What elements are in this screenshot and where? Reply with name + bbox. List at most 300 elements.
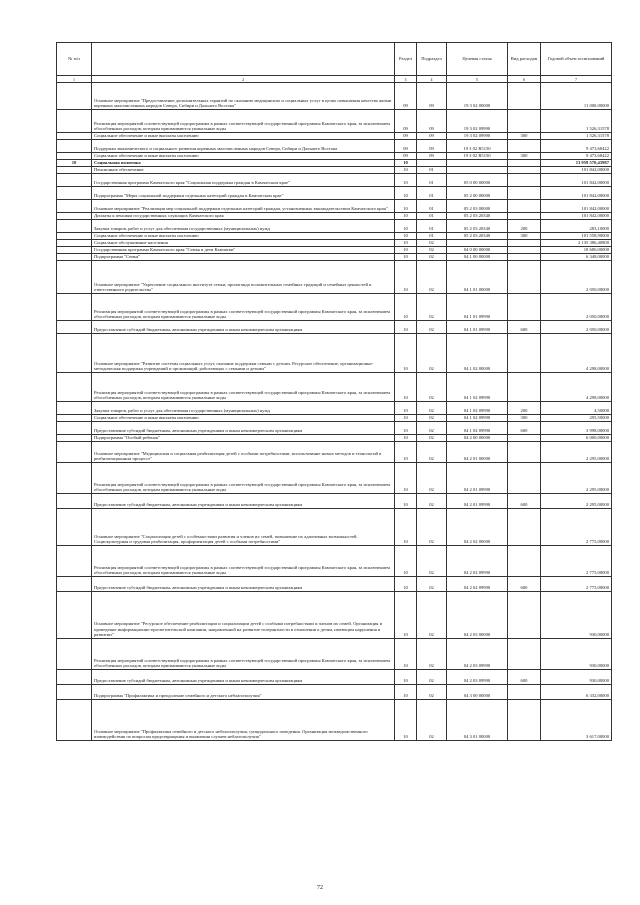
row-expense-type xyxy=(508,334,541,373)
row-subsection xyxy=(417,160,447,167)
row-amount: 2 775,00000 xyxy=(541,546,612,577)
row-subsection: 02 xyxy=(417,670,447,685)
row-section: 10 xyxy=(395,334,417,373)
row-name: Подпрограмма "Профилактика и преодоление семейного и детского неблагополучия" xyxy=(92,685,395,700)
row-target-article: 04 1 02 09990 xyxy=(447,422,508,435)
row-expense-type: 300 xyxy=(508,233,541,240)
row-target-article: 04 2 03 09990 xyxy=(447,670,508,685)
header-number: № п/п xyxy=(57,43,92,76)
row-section: 10 xyxy=(395,233,417,240)
row-target-article: 05 2 00 00000 xyxy=(447,187,508,200)
page-number: 72 xyxy=(317,885,323,891)
table-row xyxy=(57,220,612,233)
header-row xyxy=(57,43,612,76)
row-name: Основное мероприятие "Медицинская и социальная реабилитация детей с особыми потребностями, использование новых методов и технологий в реабилитационном процессе" xyxy=(92,442,395,463)
row-expense-type xyxy=(508,639,541,670)
row-name: Поддержка экономического и социального развития коренных малочисленных народов Севера, Сибири и Дальнего Востока xyxy=(92,140,395,153)
row-section: 09 xyxy=(395,140,417,153)
row-section: 10 xyxy=(395,160,417,167)
row-number xyxy=(57,670,92,685)
col-num-2: 2 xyxy=(92,76,395,83)
row-number xyxy=(57,373,92,402)
table-row xyxy=(57,140,612,153)
row-section: 10 xyxy=(395,422,417,435)
row-number xyxy=(57,546,92,577)
row-expense-type xyxy=(508,240,541,247)
row-section: 10 xyxy=(395,402,417,415)
row-subsection: 02 xyxy=(417,240,447,247)
row-amount: 101 842,00000 xyxy=(541,167,612,174)
row-section: 10 xyxy=(395,261,417,294)
row-section: 10 xyxy=(395,174,417,187)
row-section: 10 xyxy=(395,167,417,174)
row-amount: 9 473,68422 xyxy=(541,140,612,153)
row-amount: 2 050,00000 xyxy=(541,261,612,294)
row-target-article xyxy=(447,167,508,174)
row-subsection: 02 xyxy=(417,494,447,509)
row-name: Социальное обеспечение и иные выплаты населению xyxy=(92,133,395,140)
row-amount: 3 617,00000 xyxy=(541,700,612,741)
col-num-6: 6 xyxy=(508,76,541,83)
row-subsection: 02 xyxy=(417,700,447,741)
table-row xyxy=(57,200,612,213)
table-row xyxy=(57,577,612,592)
row-section: 10 xyxy=(395,685,417,700)
row-subsection: 02 xyxy=(417,422,447,435)
table-row xyxy=(57,509,612,546)
row-subsection: 02 xyxy=(417,435,447,442)
row-amount: 6 000,00000 xyxy=(541,435,612,442)
row-expense-type: 600 xyxy=(508,321,541,334)
row-number xyxy=(57,83,92,110)
header-subsection: Подраздел xyxy=(417,43,447,76)
row-section: 10 xyxy=(395,442,417,463)
row-subsection: 02 xyxy=(417,546,447,577)
col-num-1: 1 xyxy=(57,76,92,83)
row-number xyxy=(57,240,92,247)
row-name: Основное мероприятие "Социализация детей с особенностями развития и членов их семей, повышение их адаптивных возможностей. Социокультурная и трудовая реабилитация, профориентация детей с особыми потребностями" xyxy=(92,509,395,546)
row-amount: 2 135 386,40800 xyxy=(541,240,612,247)
header-target-article: Целевая статья xyxy=(447,43,508,76)
row-expense-type xyxy=(508,546,541,577)
row-name: Социальное обслуживание населения xyxy=(92,240,395,247)
row-number xyxy=(57,639,92,670)
row-amount: 1 526,31578 xyxy=(541,110,612,133)
row-amount: 930,00000 xyxy=(541,639,612,670)
row-section: 10 xyxy=(395,546,417,577)
row-target-article: 04 1 01 09990 xyxy=(447,294,508,321)
row-name: Реализация мероприятий соответствующей подпрограммы в рамках соответствующей государственной программы Камчатского края, за исключением обособленных расходов, которым присваиваются уникальные коды xyxy=(92,373,395,402)
row-number: 10 xyxy=(57,160,92,167)
row-amount: 2 295,00000 xyxy=(541,494,612,509)
row-subsection: 02 xyxy=(417,334,447,373)
row-section: 10 xyxy=(395,254,417,261)
row-target-article: 04 1 02 00000 xyxy=(447,334,508,373)
row-section: 10 xyxy=(395,639,417,670)
row-target-article: 19 3 02 09990 xyxy=(447,133,508,140)
table-row xyxy=(57,321,612,334)
row-amount: 101 842,00000 xyxy=(541,213,612,220)
row-expense-type xyxy=(508,435,541,442)
table-row xyxy=(57,463,612,494)
row-expense-type xyxy=(508,167,541,174)
row-target-article: 19 3 02 00000 xyxy=(447,83,508,110)
row-amount: 101 842,00000 xyxy=(541,200,612,213)
row-number xyxy=(57,213,92,220)
row-amount: 4,50000 xyxy=(541,402,612,415)
row-section: 10 xyxy=(395,373,417,402)
table-row xyxy=(57,167,612,174)
table-row xyxy=(57,685,612,700)
table-row xyxy=(57,592,612,639)
row-expense-type xyxy=(508,247,541,254)
row-number xyxy=(57,442,92,463)
col-num-7: 7 xyxy=(541,76,612,83)
row-target-article: 19 3 02 09990 xyxy=(447,110,508,133)
row-number xyxy=(57,592,92,639)
budget-table xyxy=(56,42,612,741)
row-section: 10 xyxy=(395,220,417,233)
row-subsection: 01 xyxy=(417,213,447,220)
table-row xyxy=(57,373,612,402)
row-target-article: 19 3 02 R5150 xyxy=(447,153,508,160)
table-row xyxy=(57,415,612,422)
row-amount: 4 298,00000 xyxy=(541,334,612,373)
row-subsection: 02 xyxy=(417,463,447,494)
row-expense-type: 200 xyxy=(508,402,541,415)
row-expense-type xyxy=(508,160,541,167)
table-row xyxy=(57,294,612,321)
row-expense-type xyxy=(508,187,541,200)
row-number xyxy=(57,402,92,415)
col-num-4: 4 xyxy=(417,76,447,83)
row-expense-type xyxy=(508,254,541,261)
row-section: 10 xyxy=(395,463,417,494)
row-target-article: 05 2 03 00000 xyxy=(447,200,508,213)
table-row xyxy=(57,240,612,247)
row-number xyxy=(57,254,92,261)
row-name: Основное мероприятие "Предоставление дополнительных гарантий по оказанию медицинских и социальных услуг в целях повышения качества жизни коренных малочисленных народов Севера, Сибири и Дальнего Востока" xyxy=(92,83,395,110)
row-number xyxy=(57,435,92,442)
table-row xyxy=(57,160,612,167)
row-target-article: 05 2 03 20340 xyxy=(447,233,508,240)
row-subsection: 02 xyxy=(417,577,447,592)
row-subsection: 02 xyxy=(417,509,447,546)
row-section: 10 xyxy=(395,509,417,546)
row-subsection: 02 xyxy=(417,247,447,254)
table-row xyxy=(57,174,612,187)
row-number xyxy=(57,110,92,133)
row-section: 10 xyxy=(395,435,417,442)
row-expense-type xyxy=(508,174,541,187)
row-number xyxy=(57,220,92,233)
row-name: Предоставление субсидий бюджетным, автономным учреждениям и иным некоммерческим организациям xyxy=(92,321,395,334)
row-target-article: 04 1 01 00000 xyxy=(447,261,508,294)
row-name: Основное мероприятие "Укрепление социального института семьи, пропаганда положительных семейных традиций и семейных ценностей и ответственного родительства" xyxy=(92,261,395,294)
table-body xyxy=(57,83,612,741)
row-expense-type xyxy=(508,463,541,494)
row-subsection: 09 xyxy=(417,110,447,133)
row-name: Основное мероприятие "Развитие системы социальных услуг, оказание поддержки семьям с детьми. Ресурсное обеспечение, организационно-методическая поддержка учреждений и организаций, работающих с семьями и детьми" xyxy=(92,334,395,373)
row-name: Закупка товаров, работ и услуг для обеспечения государственных (муниципальных) нужд xyxy=(92,220,395,233)
header-expense-type: Вид расходов xyxy=(508,43,541,76)
table-row xyxy=(57,546,612,577)
row-section: 10 xyxy=(395,700,417,741)
row-target-article: 04 1 02 09990 xyxy=(447,415,508,422)
row-amount: 6 332,00000 xyxy=(541,685,612,700)
row-number xyxy=(57,422,92,435)
row-subsection: 02 xyxy=(417,373,447,402)
table-row xyxy=(57,153,612,160)
table-row xyxy=(57,254,612,261)
row-subsection: 01 xyxy=(417,200,447,213)
row-target-article: 04 0 00 00000 xyxy=(447,247,508,254)
row-name: Социальное обеспечение и иные выплаты населению xyxy=(92,415,395,422)
table-row xyxy=(57,639,612,670)
table-row xyxy=(57,670,612,685)
row-section: 10 xyxy=(395,294,417,321)
row-name: Реализация мероприятий соответствующей подпрограммы в рамках соответствующей государственной программы Камчатского края, за исключением обособленных расходов, которым присваиваются уникальные коды xyxy=(92,463,395,494)
row-name: Основное мероприятие "Реализация мер социальной поддержки отдельных категорий граждан, установленных законодательством Камчатского края" xyxy=(92,200,395,213)
row-subsection: 02 xyxy=(417,261,447,294)
table-row xyxy=(57,261,612,294)
row-subsection: 02 xyxy=(417,294,447,321)
row-number xyxy=(57,685,92,700)
row-target-article: 04 2 02 00000 xyxy=(447,509,508,546)
row-expense-type xyxy=(508,509,541,546)
row-subsection: 02 xyxy=(417,402,447,415)
row-name: Доплаты к пенсиям государственных служащих Камчатского края xyxy=(92,213,395,220)
row-subsection: 09 xyxy=(417,153,447,160)
row-subsection: 01 xyxy=(417,233,447,240)
header-name xyxy=(92,43,395,76)
row-expense-type: 600 xyxy=(508,422,541,435)
table-row xyxy=(57,494,612,509)
row-name: Пенсионное обеспечение xyxy=(92,167,395,174)
table-row xyxy=(57,133,612,140)
table-row xyxy=(57,402,612,415)
row-number xyxy=(57,700,92,741)
row-section: 10 xyxy=(395,494,417,509)
row-expense-type: 300 xyxy=(508,153,541,160)
row-amount: 295,50000 xyxy=(541,415,612,422)
row-target-article xyxy=(447,240,508,247)
row-number xyxy=(57,415,92,422)
row-section: 10 xyxy=(395,415,417,422)
table-row xyxy=(57,422,612,435)
row-name: Основное мероприятие "Профилактика семейного и детского неблагополучия, суицидального поведения. Организация межведомственного взаимодействия по вопросам предотвращения и выявления случаев неблагополучия" xyxy=(92,700,395,741)
row-name: Государственная программа Камчатского края "Семья и дети Камчатки" xyxy=(92,247,395,254)
column-number-row xyxy=(57,76,612,83)
row-name: Подпрограмма "Меры социальной поддержки отдельных категорий граждан в Камчатском крае" xyxy=(92,187,395,200)
row-number xyxy=(57,187,92,200)
row-number xyxy=(57,200,92,213)
row-name: Социальное обеспечение и иные выплаты населению xyxy=(92,153,395,160)
row-subsection: 02 xyxy=(417,442,447,463)
row-subsection: 02 xyxy=(417,592,447,639)
row-target-article: 04 2 02 09990 xyxy=(447,577,508,592)
row-name: Предоставление субсидий бюджетным, автономным учреждениям и иным некоммерческим организациям xyxy=(92,422,395,435)
row-expense-type: 600 xyxy=(508,670,541,685)
row-amount: 13 959 570,43987 xyxy=(541,160,612,167)
row-target-article: 04 2 03 00000 xyxy=(447,592,508,639)
row-name: Реализация мероприятий соответствующей подпрограммы в рамках соответствующей государственной программы Камчатского края, за исключением обособленных расходов, которым присваиваются уникальные коды xyxy=(92,546,395,577)
row-subsection: 02 xyxy=(417,254,447,261)
row-section: 10 xyxy=(395,240,417,247)
row-name: Подпрограмма "Особый ребенок" xyxy=(92,435,395,442)
row-subsection: 02 xyxy=(417,639,447,670)
row-section: 09 xyxy=(395,83,417,110)
row-subsection: 01 xyxy=(417,167,447,174)
header-section: Раздел xyxy=(395,43,417,76)
row-expense-type: 600 xyxy=(508,494,541,509)
row-number xyxy=(57,463,92,494)
row-expense-type xyxy=(508,700,541,741)
row-subsection: 02 xyxy=(417,685,447,700)
row-section: 09 xyxy=(395,153,417,160)
row-number xyxy=(57,261,92,294)
table-row xyxy=(57,700,612,741)
row-expense-type xyxy=(508,261,541,294)
row-target-article: 04 2 01 00000 xyxy=(447,442,508,463)
row-expense-type xyxy=(508,83,541,110)
row-section: 10 xyxy=(395,187,417,200)
row-target-article: 04 1 00 00000 xyxy=(447,254,508,261)
row-amount: 2 295,00000 xyxy=(541,463,612,494)
row-target-article: 05 2 03 20340 xyxy=(447,213,508,220)
row-amount: 18 680,00000 xyxy=(541,247,612,254)
row-section: 10 xyxy=(395,321,417,334)
header-annual-amount: Годовой объем ассигнований xyxy=(541,43,612,76)
row-target-article: 05 0 00 00000 xyxy=(447,174,508,187)
row-name: Подпрограмма "Семья" xyxy=(92,254,395,261)
row-name: Предоставление субсидий бюджетным, автономным учреждениям и иным некоммерческим организациям xyxy=(92,577,395,592)
row-amount: 2 775,00000 xyxy=(541,509,612,546)
row-subsection: 01 xyxy=(417,174,447,187)
row-amount: 930,00000 xyxy=(541,592,612,639)
col-num-5: 5 xyxy=(447,76,508,83)
row-amount: 2 050,00000 xyxy=(541,321,612,334)
table-row xyxy=(57,435,612,442)
row-subsection: 09 xyxy=(417,83,447,110)
row-name: Социальное обеспечение и иные выплаты населению xyxy=(92,233,395,240)
row-number xyxy=(57,321,92,334)
row-name: Основное мероприятие "Ресурсное обеспечение реабилитации и социализации детей с особыми потребностями и членов их семей. Организация и проведение информационно-просветительской кампании, направленной на развитие толерантности в отношении к детям, имеющим нарушения в развитии" xyxy=(92,592,395,639)
row-expense-type xyxy=(508,373,541,402)
row-expense-type: 600 xyxy=(508,577,541,592)
row-target-article: 04 1 02 09990 xyxy=(447,373,508,402)
row-number xyxy=(57,577,92,592)
col-num-3: 3 xyxy=(395,76,417,83)
row-expense-type xyxy=(508,213,541,220)
row-amount: 2 295,00000 xyxy=(541,442,612,463)
table-row xyxy=(57,83,612,110)
row-amount: 1 526,31578 xyxy=(541,133,612,140)
row-number xyxy=(57,133,92,140)
row-target-article: 19 3 02 R5150 xyxy=(447,140,508,153)
row-amount: 2 050,00000 xyxy=(541,294,612,321)
row-number xyxy=(57,153,92,160)
row-amount: 6 348,00000 xyxy=(541,254,612,261)
row-amount: 4 298,00000 xyxy=(541,373,612,402)
row-amount: 930,00000 xyxy=(541,670,612,685)
row-name: Предоставление субсидий бюджетным, автономным учреждениям и иным некоммерческим организациям xyxy=(92,494,395,509)
row-expense-type xyxy=(508,294,541,321)
row-name: Закупка товаров, работ и услуг для обеспечения государственных (муниципальных) нужд xyxy=(92,402,395,415)
row-subsection: 09 xyxy=(417,140,447,153)
row-expense-type xyxy=(508,200,541,213)
row-amount: 11 000,00000 xyxy=(541,83,612,110)
row-expense-type xyxy=(508,442,541,463)
row-name: Предоставление субсидий бюджетным, автономным учреждениям и иным некоммерческим организациям xyxy=(92,670,395,685)
row-section: 09 xyxy=(395,110,417,133)
row-section: 10 xyxy=(395,592,417,639)
row-number xyxy=(57,174,92,187)
row-subsection: 01 xyxy=(417,220,447,233)
row-target-article: 04 2 00 00000 xyxy=(447,435,508,442)
row-target-article: 04 2 03 09990 xyxy=(447,639,508,670)
row-name: Реализация мероприятий соответствующей подпрограммы в рамках соответствующей государственной программы Камчатского края, за исключением обособленных расходов, которым присваиваются уникальные коды xyxy=(92,639,395,670)
row-expense-type: 300 xyxy=(508,415,541,422)
table-row xyxy=(57,233,612,240)
row-amount: 3 998,00000 xyxy=(541,422,612,435)
row-number xyxy=(57,247,92,254)
row-number xyxy=(57,167,92,174)
row-name: Социальная политика xyxy=(92,160,395,167)
row-number xyxy=(57,140,92,153)
row-section: 10 xyxy=(395,200,417,213)
row-section: 10 xyxy=(395,577,417,592)
row-number xyxy=(57,294,92,321)
row-section: 10 xyxy=(395,670,417,685)
row-amount: 101 558,90000 xyxy=(541,233,612,240)
table-row xyxy=(57,334,612,373)
row-amount: 101 842,00000 xyxy=(541,187,612,200)
row-target-article: 04 2 02 09990 xyxy=(447,546,508,577)
row-section: 10 xyxy=(395,247,417,254)
row-amount: 9 473,68422 xyxy=(541,153,612,160)
row-target-article: 04 2 01 09990 xyxy=(447,463,508,494)
row-name: Государственная программа Камчатского края "Социальная поддержка граждан в Камчатском крае" xyxy=(92,174,395,187)
row-section: 10 xyxy=(395,213,417,220)
row-target-article: 04 2 01 09990 xyxy=(447,494,508,509)
row-subsection: 01 xyxy=(417,187,447,200)
row-expense-type xyxy=(508,110,541,133)
row-amount: 2 775,00000 xyxy=(541,577,612,592)
table-row xyxy=(57,187,612,200)
row-subsection: 02 xyxy=(417,321,447,334)
row-number xyxy=(57,494,92,509)
row-target-article: 04 1 01 09990 xyxy=(447,321,508,334)
row-section: 09 xyxy=(395,133,417,140)
row-number xyxy=(57,334,92,373)
table-row xyxy=(57,110,612,133)
table-row xyxy=(57,213,612,220)
row-number xyxy=(57,233,92,240)
row-subsection: 09 xyxy=(417,133,447,140)
row-target-article: 04 1 02 09990 xyxy=(447,402,508,415)
row-name: Реализация мероприятий соответствующей подпрограммы в рамках соответствующей государственной программы Камчатского края, за исключением обособленных расходов, которым присваиваются уникальные коды xyxy=(92,110,395,133)
row-number xyxy=(57,509,92,546)
row-expense-type xyxy=(508,592,541,639)
row-target-article: 04 3 00 00000 xyxy=(447,685,508,700)
row-subsection: 02 xyxy=(417,415,447,422)
table-row xyxy=(57,247,612,254)
row-amount: 283,10000 xyxy=(541,220,612,233)
row-name: Реализация мероприятий соответствующей подпрограммы в рамках соответствующей государственной программы Камчатского края, за исключением обособленных расходов, которым присваиваются уникальные коды xyxy=(92,294,395,321)
row-expense-type xyxy=(508,685,541,700)
row-target-article xyxy=(447,160,508,167)
